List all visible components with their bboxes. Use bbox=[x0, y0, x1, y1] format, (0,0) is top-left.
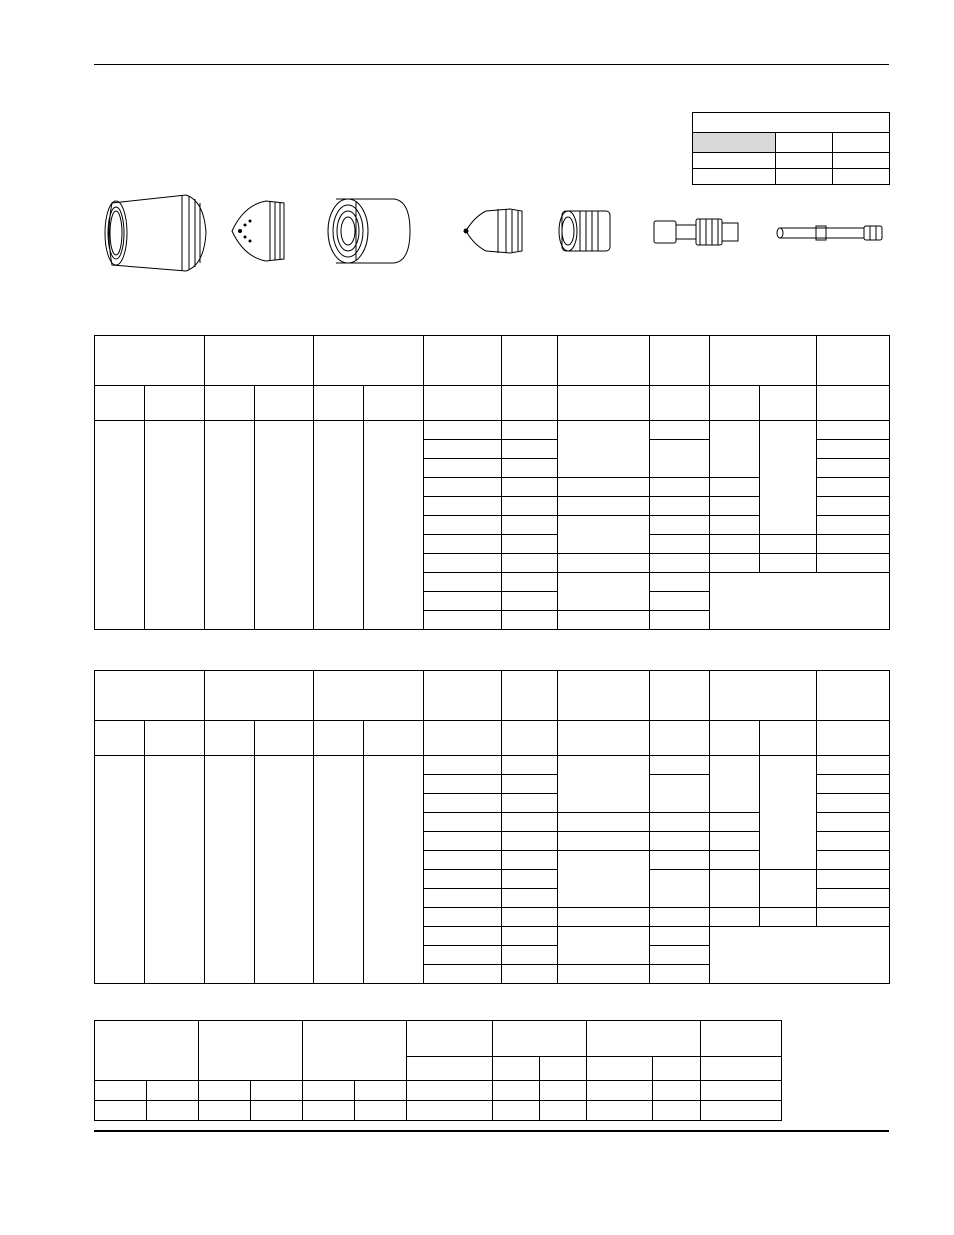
shield-icon bbox=[105, 195, 206, 271]
consumables-table-2 bbox=[94, 670, 890, 984]
bottom-table bbox=[94, 1020, 782, 1121]
table-row bbox=[95, 756, 890, 775]
table-header-row bbox=[95, 671, 890, 721]
table-row bbox=[95, 1081, 782, 1101]
table-row bbox=[95, 1101, 782, 1121]
table-header-row bbox=[95, 1021, 782, 1057]
retaining-cap-icon bbox=[328, 199, 410, 263]
electrode-icon bbox=[654, 219, 738, 245]
table-subheader-row bbox=[95, 386, 890, 421]
legend-title-cell bbox=[693, 113, 890, 133]
consumables-table-1 bbox=[94, 335, 890, 630]
table-row bbox=[95, 421, 890, 440]
nozzle-icon bbox=[464, 209, 522, 253]
consumable-parts-illustration bbox=[94, 185, 889, 285]
shield-cap-icon bbox=[232, 201, 284, 261]
swirl-ring-icon bbox=[559, 211, 610, 251]
legend-header-cell bbox=[693, 133, 776, 153]
legend-table bbox=[692, 112, 890, 185]
table-subheader-row bbox=[95, 721, 890, 756]
footer-rule bbox=[94, 1130, 889, 1132]
water-tube-icon bbox=[777, 226, 882, 240]
header-rule bbox=[94, 64, 889, 65]
table-header-row bbox=[95, 336, 890, 386]
